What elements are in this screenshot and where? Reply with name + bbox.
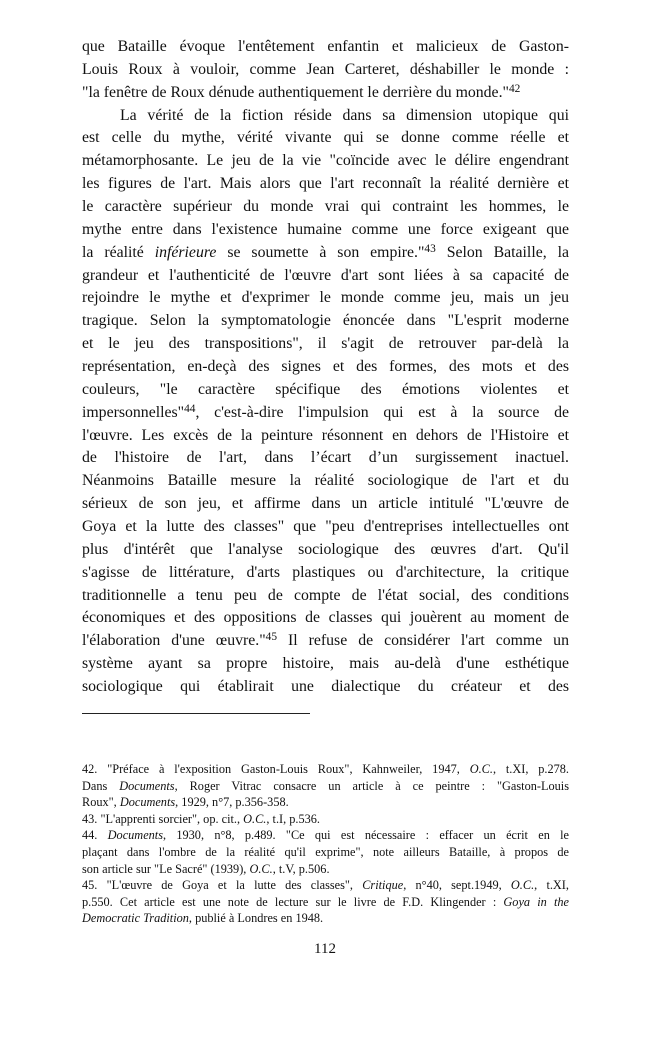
body-line <box>82 539 569 562</box>
text-run: Il refuse de considérer l'art comme un <box>277 632 569 650</box>
text-run: économiques et des oppositions de classes qui jouèrent au moment de <box>82 609 569 627</box>
text-run: s'agisse de littérature, d'arts plastiques ou d'architecture, la critique <box>82 563 569 581</box>
italic-text: Documents <box>119 795 176 810</box>
body-line <box>82 287 569 310</box>
italic-text: Democratic Tradition <box>82 911 189 926</box>
footnote-line <box>82 794 569 811</box>
body-line <box>82 265 569 288</box>
text-run: p.550. Cet article est une note de lecture sur le livre de F.D. Klingender : <box>82 894 504 909</box>
body-line <box>82 516 569 539</box>
italic-text: O.C. <box>510 878 535 893</box>
footnote-reference: 42 <box>508 82 521 95</box>
text-run: que Bataille évoque l'entêtement enfantin et malicieux de Gaston- <box>82 38 569 55</box>
text-run: de l'histoire de l'art, dans l’écart d’un surgissement inactuel. <box>82 449 569 467</box>
text-run: impersonnelles" <box>82 403 185 421</box>
italic-text: O.C. <box>469 762 493 776</box>
text-run: le caractère supérieur du monde vrai qui contraint les hommes, le <box>82 198 569 216</box>
text-run: 44. <box>82 828 108 843</box>
body-line <box>82 59 569 82</box>
text-run: la réalité <box>82 243 155 261</box>
footnote-line <box>82 827 569 844</box>
body-line <box>82 676 569 699</box>
body-line <box>82 333 569 356</box>
text-run: , Roger Vitrac consacre un article à ce peintre : "Gaston-Louis <box>174 778 569 793</box>
text-run: La vérité de la fiction réside dans sa dimension utopique qui <box>120 106 569 124</box>
body-line <box>82 585 569 608</box>
body-line <box>82 219 569 242</box>
text-run: , c'est-à-dire l'impulsion qui est à la source de <box>195 403 569 421</box>
text-run: Selon Bataille, la <box>435 243 569 261</box>
page-number: 112 <box>314 941 336 957</box>
body-line <box>82 82 569 105</box>
text-run: métamorphosante. Le jeu de la vie "coïncide avec le délire engendrant <box>82 152 569 170</box>
body-line <box>82 150 569 173</box>
body-line <box>82 470 569 493</box>
footnote-line <box>82 778 569 795</box>
italic-text: O.C. <box>243 811 267 826</box>
body-line <box>82 36 569 59</box>
text-run: se soumette à son empire." <box>216 243 425 261</box>
body-line <box>82 653 569 676</box>
text-run: son article sur "Le Sacré" (1939), <box>82 861 250 876</box>
footnote-reference: 45 <box>265 631 278 644</box>
text-run: , publié à Londres en 1948. <box>188 911 324 926</box>
footnotes <box>82 761 569 927</box>
text-run: l'élaboration d'une œuvre." <box>82 632 266 650</box>
text-run: mythe entre dans l'existence humaine comme une force exigeant que <box>82 220 569 238</box>
footnote-reference: 44 <box>184 402 196 415</box>
body-line <box>82 607 569 630</box>
text-run: Goya et la lutte des classes" que "peu d'entreprises intellectuelles ont <box>82 518 569 536</box>
text-run: , 1930, n°8, p.489. "Ce qui est nécessaire : effacer un écrit en le <box>163 828 570 843</box>
italic-text: O.C. <box>249 861 273 876</box>
body-text <box>82 36 569 699</box>
footnote-line <box>82 811 569 828</box>
text-run: couleurs, "le caractère spécifique des émotions violentes et <box>82 380 569 398</box>
text-run: et le jeu des transpositions", il s'agit de retrouver par-delà la <box>82 335 569 353</box>
text-run: sociologique qui établirait une dialectique du créateur et des <box>82 678 569 696</box>
text-run: , t.XI, <box>534 878 569 893</box>
text-run: rejoindre le mythe et d'exprimer le monde comme jeu, mais un jeu <box>82 289 569 307</box>
italic-text: Critique <box>362 878 404 893</box>
footnote-line <box>82 844 569 861</box>
footnote-line <box>82 910 569 927</box>
footnote-line <box>82 894 569 911</box>
body-line <box>82 196 569 219</box>
text-run: , t.I, p.536. <box>266 811 320 826</box>
text-run: Dans <box>82 778 120 793</box>
italic-text: Documents <box>107 828 163 843</box>
footnote-reference: 43 <box>424 242 436 255</box>
body-line <box>82 242 569 265</box>
text-run: les figures de l'art. Mais alors que l'art reconnaît la réalité dernière et <box>82 175 569 193</box>
body-line <box>82 356 569 379</box>
body-line <box>82 173 569 196</box>
text-run: , 1929, n°7, p.356-358. <box>175 795 289 810</box>
text-run: sérieux de son jeu, et affirme dans un article intitulé "L'œuvre de <box>82 495 569 513</box>
text-run: plus d'intérêt que l'analyse sociologique des œuvres d'art. Qu'il <box>82 540 569 558</box>
text-run: Roux", <box>82 795 120 810</box>
footnote-line <box>82 861 569 878</box>
text-run: représentation, en-deçà des signes et des formes, des mots et des <box>82 358 569 376</box>
body-line <box>82 105 569 128</box>
text-run: , n°40, sept.1949, <box>403 878 511 893</box>
body-line <box>82 493 569 516</box>
italic-text: Documents <box>119 778 175 793</box>
footnote-separator <box>82 713 310 714</box>
body-line <box>82 447 569 470</box>
text-run: plaçant dans l'ombre de la réalité qu'il exprime", note ailleurs Bataille, à propos de <box>82 844 569 859</box>
body-line <box>82 402 569 425</box>
body-line <box>82 562 569 585</box>
footnote-line <box>82 761 569 778</box>
text-run: 42. "Préface à l'exposition Gaston-Louis Roux", Kahnweiler, 1947, <box>82 762 470 776</box>
text-run: grandeur et l'authenticité de l'œuvre d'art sont liées à sa capacité de <box>82 266 569 284</box>
text-run: Louis Roux à vouloir, comme Jean Carteret, déshabiller le monde : <box>82 60 569 78</box>
italic-text: inférieure <box>154 243 217 261</box>
text-run: 43. "L'apprenti sorcier", op. cit., <box>82 811 244 826</box>
text-run: 45. "L'œuvre de Goya et la lutte des classes", <box>82 878 363 893</box>
text-run: "la fenêtre de Roux dénude authentiquement le derrière du monde." <box>82 83 509 101</box>
body-line <box>82 630 569 653</box>
text-run: l'œuvre. Les excès de la peinture résonnent en dehors de l'Histoire et <box>82 426 569 444</box>
body-line <box>82 425 569 448</box>
footnote-line <box>82 877 569 894</box>
text-run: , t.V, p.506. <box>272 861 330 876</box>
body-line <box>82 310 569 333</box>
italic-text: Goya in the <box>503 894 569 909</box>
text-run: traditionnelle a tenu peu de compte de l'état social, des conditions <box>82 586 569 604</box>
text-run: tragique. Selon la symptomatologie énoncée dans "L'esprit moderne <box>82 312 569 330</box>
text-run: , t.XI, p.278. <box>492 762 569 776</box>
body-line <box>82 127 569 150</box>
text-run: système ayant sa propre histoire, mais au-delà d'une esthétique <box>82 655 569 673</box>
text-run: Néanmoins Bataille mesure la réalité sociologique de l'art et du <box>82 472 569 490</box>
text-run: est celle du mythe, vérité vivante qui se donne comme réelle et <box>82 129 569 147</box>
body-line <box>82 379 569 402</box>
